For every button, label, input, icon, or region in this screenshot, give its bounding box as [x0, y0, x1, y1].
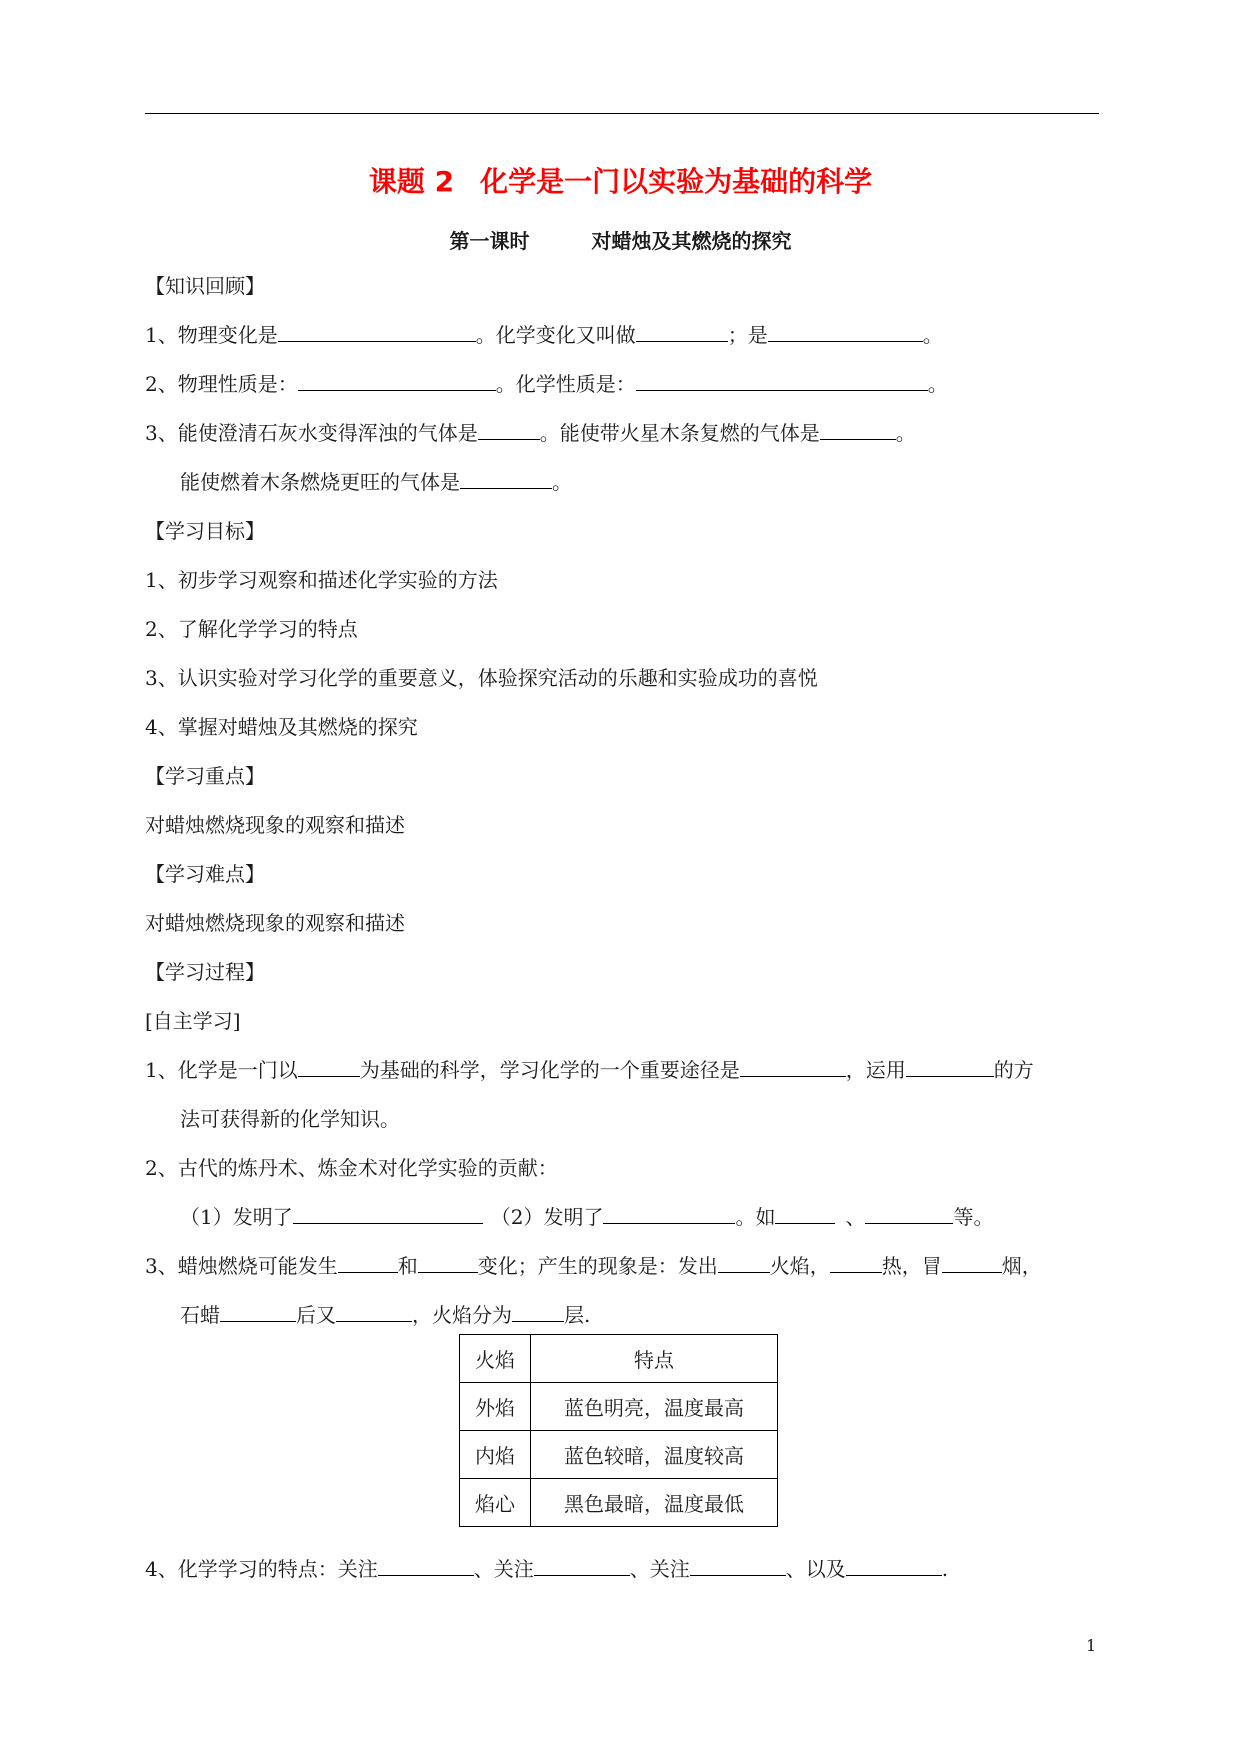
review-heading: 【知识回顾】	[145, 274, 265, 298]
goal-item: 4、掌握对蜡烛及其燃烧的探究	[145, 715, 418, 739]
answer-blank[interactable]	[418, 1254, 478, 1273]
title-part2: 化学是一门以实验为基础的科学	[480, 165, 873, 198]
table-header-cell: 火焰	[460, 1335, 531, 1383]
process-p3-continued: 石蜡 后又 ，火焰分为 层.	[180, 1303, 591, 1327]
answer-blank[interactable]	[636, 323, 728, 342]
title-part1: 课题 2	[368, 165, 455, 198]
page-title	[0, 160, 1241, 200]
answer-blank[interactable]	[460, 470, 552, 489]
answer-blank[interactable]	[740, 1058, 846, 1077]
table-cell: 焰心	[460, 1479, 531, 1527]
answer-blank[interactable]	[534, 1557, 630, 1576]
answer-blank[interactable]	[336, 1303, 412, 1322]
answer-blank[interactable]	[338, 1254, 398, 1273]
table-row	[460, 1431, 778, 1479]
process-p3: 3、蜡烛燃烧可能发生 和 变化；产生的现象是：发出 火焰， 热，冒 烟，	[145, 1254, 1042, 1278]
review-q3-continued: 能使燃着木条燃烧更旺的气体是 。	[180, 470, 572, 494]
table-cell: 蓝色明亮，温度最高	[531, 1383, 778, 1431]
answer-blank[interactable]	[298, 1058, 360, 1077]
focus-heading: 【学习重点】	[145, 764, 265, 788]
process-p2: 2、古代的炼丹术、炼金术对化学实验的贡献：	[145, 1156, 558, 1180]
subtitle-topic: 对蜡烛及其燃烧的探究	[591, 229, 792, 253]
answer-blank[interactable]	[293, 1205, 483, 1224]
answer-blank[interactable]	[830, 1254, 882, 1273]
answer-blank[interactable]	[378, 1557, 474, 1576]
goals-heading: 【学习目标】	[145, 519, 265, 543]
answer-blank[interactable]	[846, 1557, 942, 1576]
goal-item: 2、了解化学学习的特点	[145, 617, 358, 641]
answer-blank[interactable]	[942, 1254, 1002, 1273]
answer-blank[interactable]	[820, 421, 896, 440]
table-header-cell: 特点	[531, 1335, 778, 1383]
table-cell: 内焰	[460, 1431, 531, 1479]
review-q2: 2、物理性质是： 。化学性质是： 。	[145, 372, 948, 396]
process-p2-items: （1）发明了 （2）发明了 。如 、 等。	[180, 1205, 994, 1229]
process-p4: 4、化学学习的特点：关注 、关注 、关注 、以及 .	[145, 1557, 949, 1581]
answer-blank[interactable]	[603, 1205, 735, 1224]
process-heading: 【学习过程】	[145, 960, 265, 984]
subtitle-lesson: 第一课时	[449, 229, 530, 253]
table-row	[460, 1383, 778, 1431]
answer-blank[interactable]	[690, 1557, 786, 1576]
answer-blank[interactable]	[478, 421, 540, 440]
self-study-label: [自主学习]	[145, 1009, 241, 1033]
answer-blank[interactable]	[768, 323, 923, 342]
goal-item: 1、初步学习观察和描述化学实验的方法	[145, 568, 498, 592]
page-subtitle	[0, 225, 1241, 254]
process-p1-continued: 法可获得新的化学知识。	[180, 1107, 400, 1131]
focus-text: 对蜡烛燃烧现象的观察和描述	[145, 813, 405, 837]
table-cell: 外焰	[460, 1383, 531, 1431]
answer-blank[interactable]	[718, 1254, 770, 1273]
table-row	[460, 1479, 778, 1527]
review-q1: 1、物理变化是 。化学变化又叫做 ；是 。	[145, 323, 943, 347]
difficulty-heading: 【学习难点】	[145, 862, 265, 886]
goal-item: 3、认识实验对学习化学的重要意义，体验探究活动的乐趣和实验成功的喜悦	[145, 666, 818, 690]
answer-blank[interactable]	[278, 323, 476, 342]
difficulty-text: 对蜡烛燃烧现象的观察和描述	[145, 911, 405, 935]
process-p1: 1、化学是一门以 为基础的科学，学习化学的一个重要途径是 ，运用 的方	[145, 1058, 1034, 1082]
flame-table	[459, 1334, 778, 1527]
answer-blank[interactable]	[512, 1303, 564, 1322]
answer-blank[interactable]	[775, 1205, 835, 1224]
page-number: 1	[1086, 1636, 1097, 1655]
answer-blank[interactable]	[298, 372, 496, 391]
table-cell: 黑色最暗，温度最低	[531, 1479, 778, 1527]
table-header-row	[460, 1335, 778, 1383]
table-cell: 蓝色较暗，温度较高	[531, 1431, 778, 1479]
review-q3: 3、能使澄清石灰水变得浑浊的气体是 。能使带火星木条复燃的气体是 。	[145, 421, 916, 445]
answer-blank[interactable]	[865, 1205, 953, 1224]
header-rule	[145, 113, 1099, 114]
answer-blank[interactable]	[636, 372, 928, 391]
answer-blank[interactable]	[220, 1303, 296, 1322]
answer-blank[interactable]	[906, 1058, 994, 1077]
